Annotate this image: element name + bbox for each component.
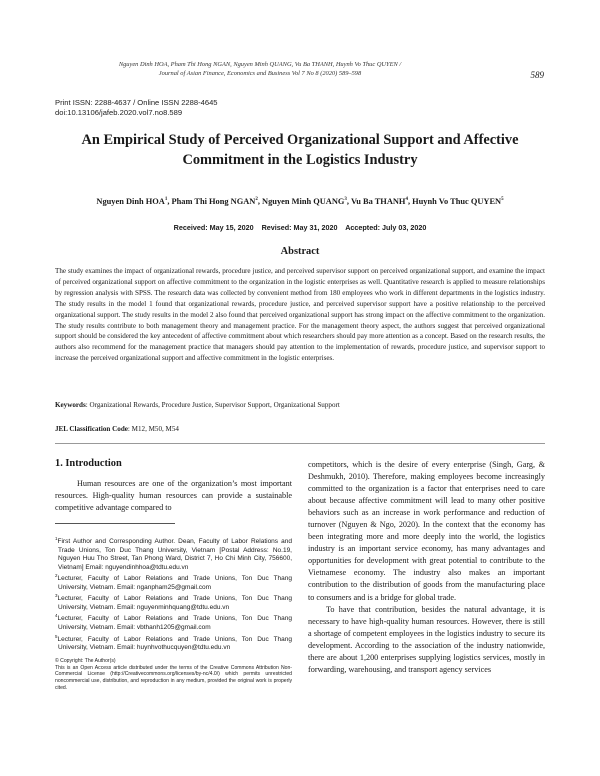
footnote: $^1$First Author and Corresponding Author. Dean, Faculty of Labor Relations and Trade Unions, Ton Duc Thang University, Vietnam [Postal Address: No.19, Nguyen Huu Tho Street, Tan Phong Ward, District 7, Ho Chi Minh City, 756600, Vietnam] Email: nguyendinhhoa@tdtu.edu.vn xyxy=(55,536,292,571)
section-divider xyxy=(55,443,545,444)
intro-left-paragraph: Human resources are one of the organization’s most important resources. High-quality human resources can provide a sustainable competitive advantage compared to xyxy=(55,479,292,512)
author-list xyxy=(30,197,570,206)
introduction-heading: 1. Introduction xyxy=(55,458,122,469)
author-footnotes xyxy=(55,535,292,653)
footnote: $^4$Lecturer, Faculty of Labor Relations and Trade Unions, Ton Duc Thang University, Vietnam. Email: vbthanh1205@gmail.com xyxy=(55,613,292,632)
revised-date: Revised: May 31, 2020 xyxy=(261,223,338,232)
issn-line: Print ISSN: 2288-4637 / Online ISSN 2288-4645 xyxy=(55,98,218,107)
keywords xyxy=(55,401,545,409)
citation-line-1: Nguyen Dinh HOA, Pham Thi Hong NGAN, Nguyen Minh QUANG, Vu Ba THANH, Huynh Vo Thuc QUYEN / xyxy=(118,61,402,68)
running-header xyxy=(0,60,520,78)
intro-paragraph: competitors, which is the desire of every enterprise (Singh, Garg, & Deshmukh, 2010). Therefore, making employees become increasingly committed to the organization is a factor that enterprises need to care about because affective commitment will lead to many other positive behaviors such as an increase in work performance and reduction of turnover (Nguyen & Ngo, 2020). In the context that the economy has been integrating more and more deeply into the world, the logistics industry is an important service economy, has many advantages and opportunities for development with great potential to contribute to the Vietnamese economy. The industry also makes an important contribution to the distribution of goods from the manufacturing place to consumers and is a bridge for global trade. xyxy=(308,460,545,602)
jel-label: JEL Classification Code xyxy=(55,425,128,433)
citation-line-2: Journal of Asian Finance, Economics and Business Vol 7 No 8 (2020) 589–598 xyxy=(158,70,362,77)
jel-codes xyxy=(55,425,545,433)
author: Huynh Vo Thuc QUYEN$^5$ xyxy=(412,197,504,206)
submission-dates xyxy=(0,223,600,232)
footnote-divider xyxy=(55,523,175,524)
title-line-2: Commitment in the Logistics Industry xyxy=(182,152,418,168)
abstract-heading: Abstract xyxy=(280,246,320,257)
keywords-label: Keywords xyxy=(55,401,86,409)
author: Nguyen Minh QUANG$^3$, xyxy=(262,197,351,206)
author: Nguyen Dinh HOA$^1$, xyxy=(96,197,172,206)
jel-value: : M12, M50, M54 xyxy=(127,425,179,433)
doi-line[interactable]: doi:10.13106/jafeb.2020.vol7.no8.589 xyxy=(55,108,183,117)
accepted-date: Accepted: July 03, 2020 xyxy=(345,223,427,232)
copyright-line: © Copyright: The Author(s) xyxy=(55,658,116,664)
received-date: Received: May 15, 2020 xyxy=(173,223,254,232)
paper-title xyxy=(40,130,560,170)
intro-paragraph: To have that contribution, besides the natural advantage, it is necessary to have high-quality human resources. However, there is still a shortage of competent employees in the logistics industry to secure its development. According to the association of the industry nationwide, there are about 1,200 enterprises supplying logistics services, mostly in forwarding, warehousing, and transport agency services xyxy=(308,604,545,674)
keywords-value: : Organizational Rewards, Procedure Justice, Supervisor Support, Organizational Support xyxy=(85,401,340,409)
copyright-notice xyxy=(55,658,292,692)
footnote: $^2$Lecturer, Faculty of Labor Relations and Trade Unions, Ton Duc Thang University, Vietnam. Email: nganpham25@gmail.com xyxy=(55,573,292,591)
author: Vu Ba THANH$^4$, xyxy=(350,197,413,206)
footnote: $^3$Lecturer, Faculty of Labor Relations and Trade Unions, Ton Duc Thang University, Vietnam. Email: nguyenminhquang@tdtu.edu.vn xyxy=(55,593,292,611)
page-number: 589 xyxy=(530,70,544,80)
intro-right-column xyxy=(308,459,545,676)
title-line-1: An Empirical Study of Perceived Organizational Support and Affective xyxy=(81,132,519,148)
footnote: $^5$Lecturer, Faculty of Labor Relations and Trade Unions, Ton Duc Thang University, Vietnam. Email: huynhvothucquyen@tdtu.edu.vn xyxy=(55,633,292,652)
author: Pham Thi Hong NGAN$^2$, xyxy=(171,197,263,206)
abstract-text: The study examines the impact of organizational rewards, procedure justice, and perceived supervisor support on perceived organizational support, and examine the impact of perceived organizational support on affective commitment to the organization in the logistic enterprises as well. Quantitative research is applied to measure relationships by regression analysis with SPSS. The research data was collected by convenient method from 180 employees who work in different departments in the logistics industry. The study results in the model 1 found that organizational rewards, procedure justice, and perceived supervisor support have a positive relationship to the perceived organizational support. The study results in the model 2 also found that perceived organizational support has strong impact on the affective commitment to the organization. The study results contribute to both management theory and management practice. For the management theory aspect, the authors suggest that perceived organizational support should be considered the key antecedent of affective commitment about which researchers should pay more attention as a concept. Based on the research results, the authors also recommend for the management practice that managers should pay attention to the implementation of rewards, procedure justice, and supervisor support to increase the perceived organizational support and affective commitment in the logistic enterprises. xyxy=(55,267,545,363)
issn-block xyxy=(55,98,218,118)
license-text: This is an Open Access article distributed under the terms of the Creative Commons Attribution Non-Commercial License (http://Creativecommons.org/licenses/by-nc/4.0/) which permits unrestricted noncommercial use, distribution, and reproduction in any medium, provided the original work is properly cited. xyxy=(55,664,292,691)
